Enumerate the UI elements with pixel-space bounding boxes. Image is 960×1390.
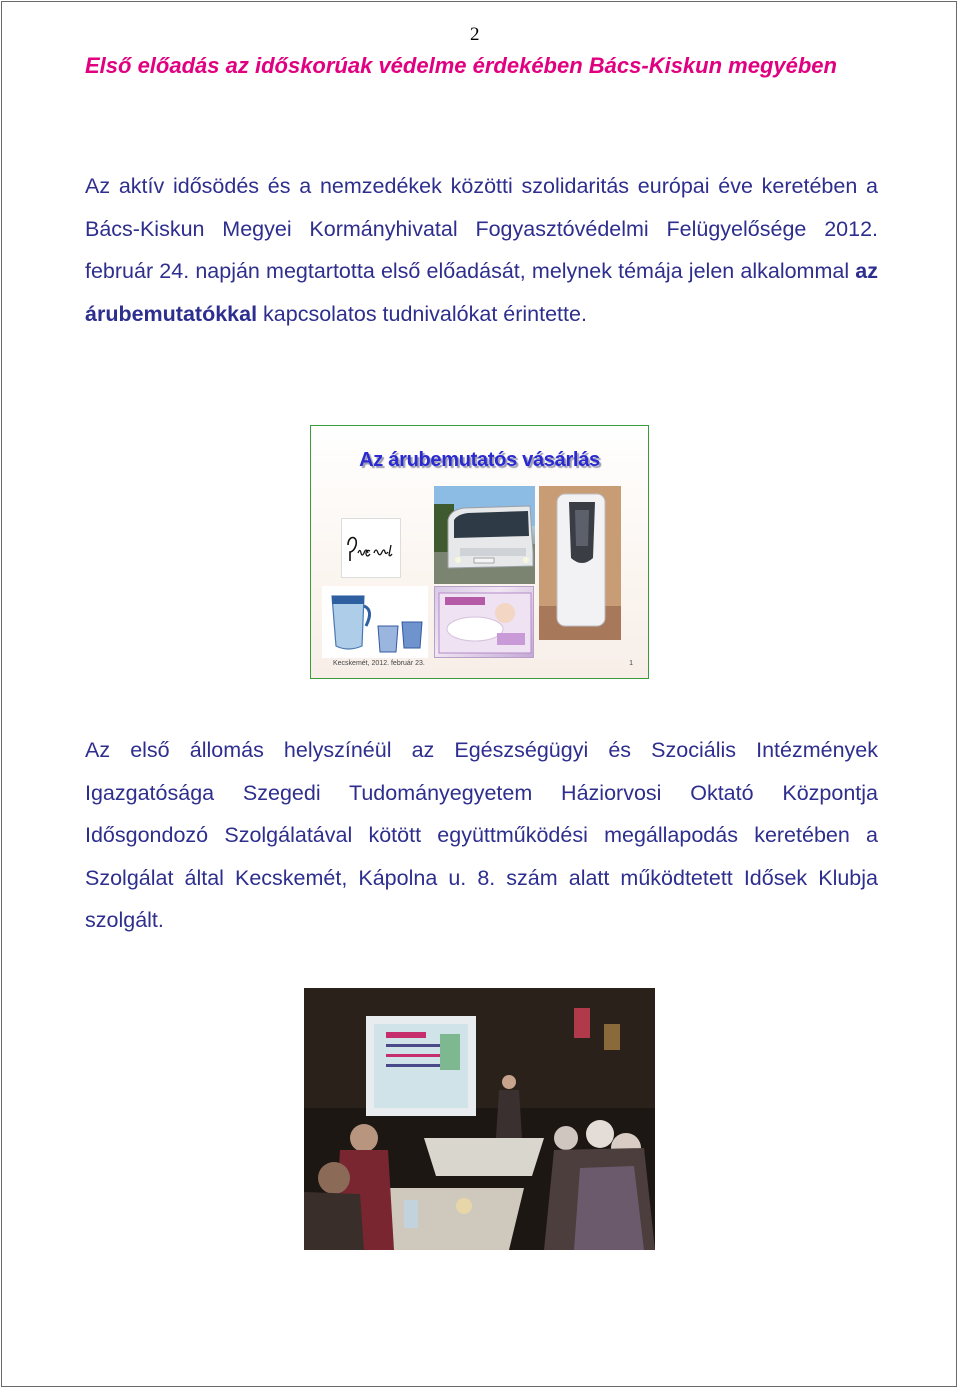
pillow-product-photo: [434, 586, 534, 658]
slide-title: Az árubemutatós vásárlás: [359, 449, 600, 471]
bus-photo: [434, 486, 535, 584]
intro-text-end: kapcsolatos tudnivalókat érintette.: [257, 301, 587, 326]
pillow-box-icon: [435, 587, 534, 658]
logo-signature-icon: [342, 519, 400, 577]
intro-text-start: Az aktív idősödés és a nemzedékek közötti szolidaritás európai éve keretében a Bács-Kiskun Megyei Kormányhivatal Fogyasztóvédelmi Felügyelősége 2012. február 24. napján megtartotta első előadását, melynek témája jelen alkalommal: [85, 174, 878, 283]
slide-footer-page-number: 1: [629, 660, 633, 667]
pierre-cardin-logo: [341, 518, 401, 578]
intro-text-bold: az árubemutatókkal: [85, 259, 878, 326]
presentation-event-photo: [304, 988, 655, 1250]
bus-icon: [434, 486, 535, 584]
page-heading: Első előadás az időskorúak védelme érdekében Bács-Kiskun megyében: [85, 53, 837, 78]
audience-projector-scene-icon: [304, 988, 655, 1250]
intro-paragraph: [85, 165, 878, 335]
venue-paragraph: Az első állomás helyszínéül az Egészségügyi és Szociális Intézmények Igazgatósága Szegedi Tudományegyetem Háziorvosi Oktató Központja Idősgondozó Szolgálatával kötött együttműködési megállapodás keretében a Szolgálat által Kecskemét, Kápolna u. 8. szám alatt működtetett Idősek Klubja szolgált.: [85, 738, 878, 932]
slide-footer-date: Kecskemét, 2012. február 23.: [333, 660, 425, 667]
air-conditioner-icon: [539, 486, 621, 640]
air-conditioner-photo: [539, 486, 621, 640]
presentation-slide-image: [310, 425, 649, 679]
water-jug-icon: [322, 586, 428, 658]
page-number: 2: [470, 24, 480, 45]
water-filter-jug-photo: [322, 586, 428, 658]
